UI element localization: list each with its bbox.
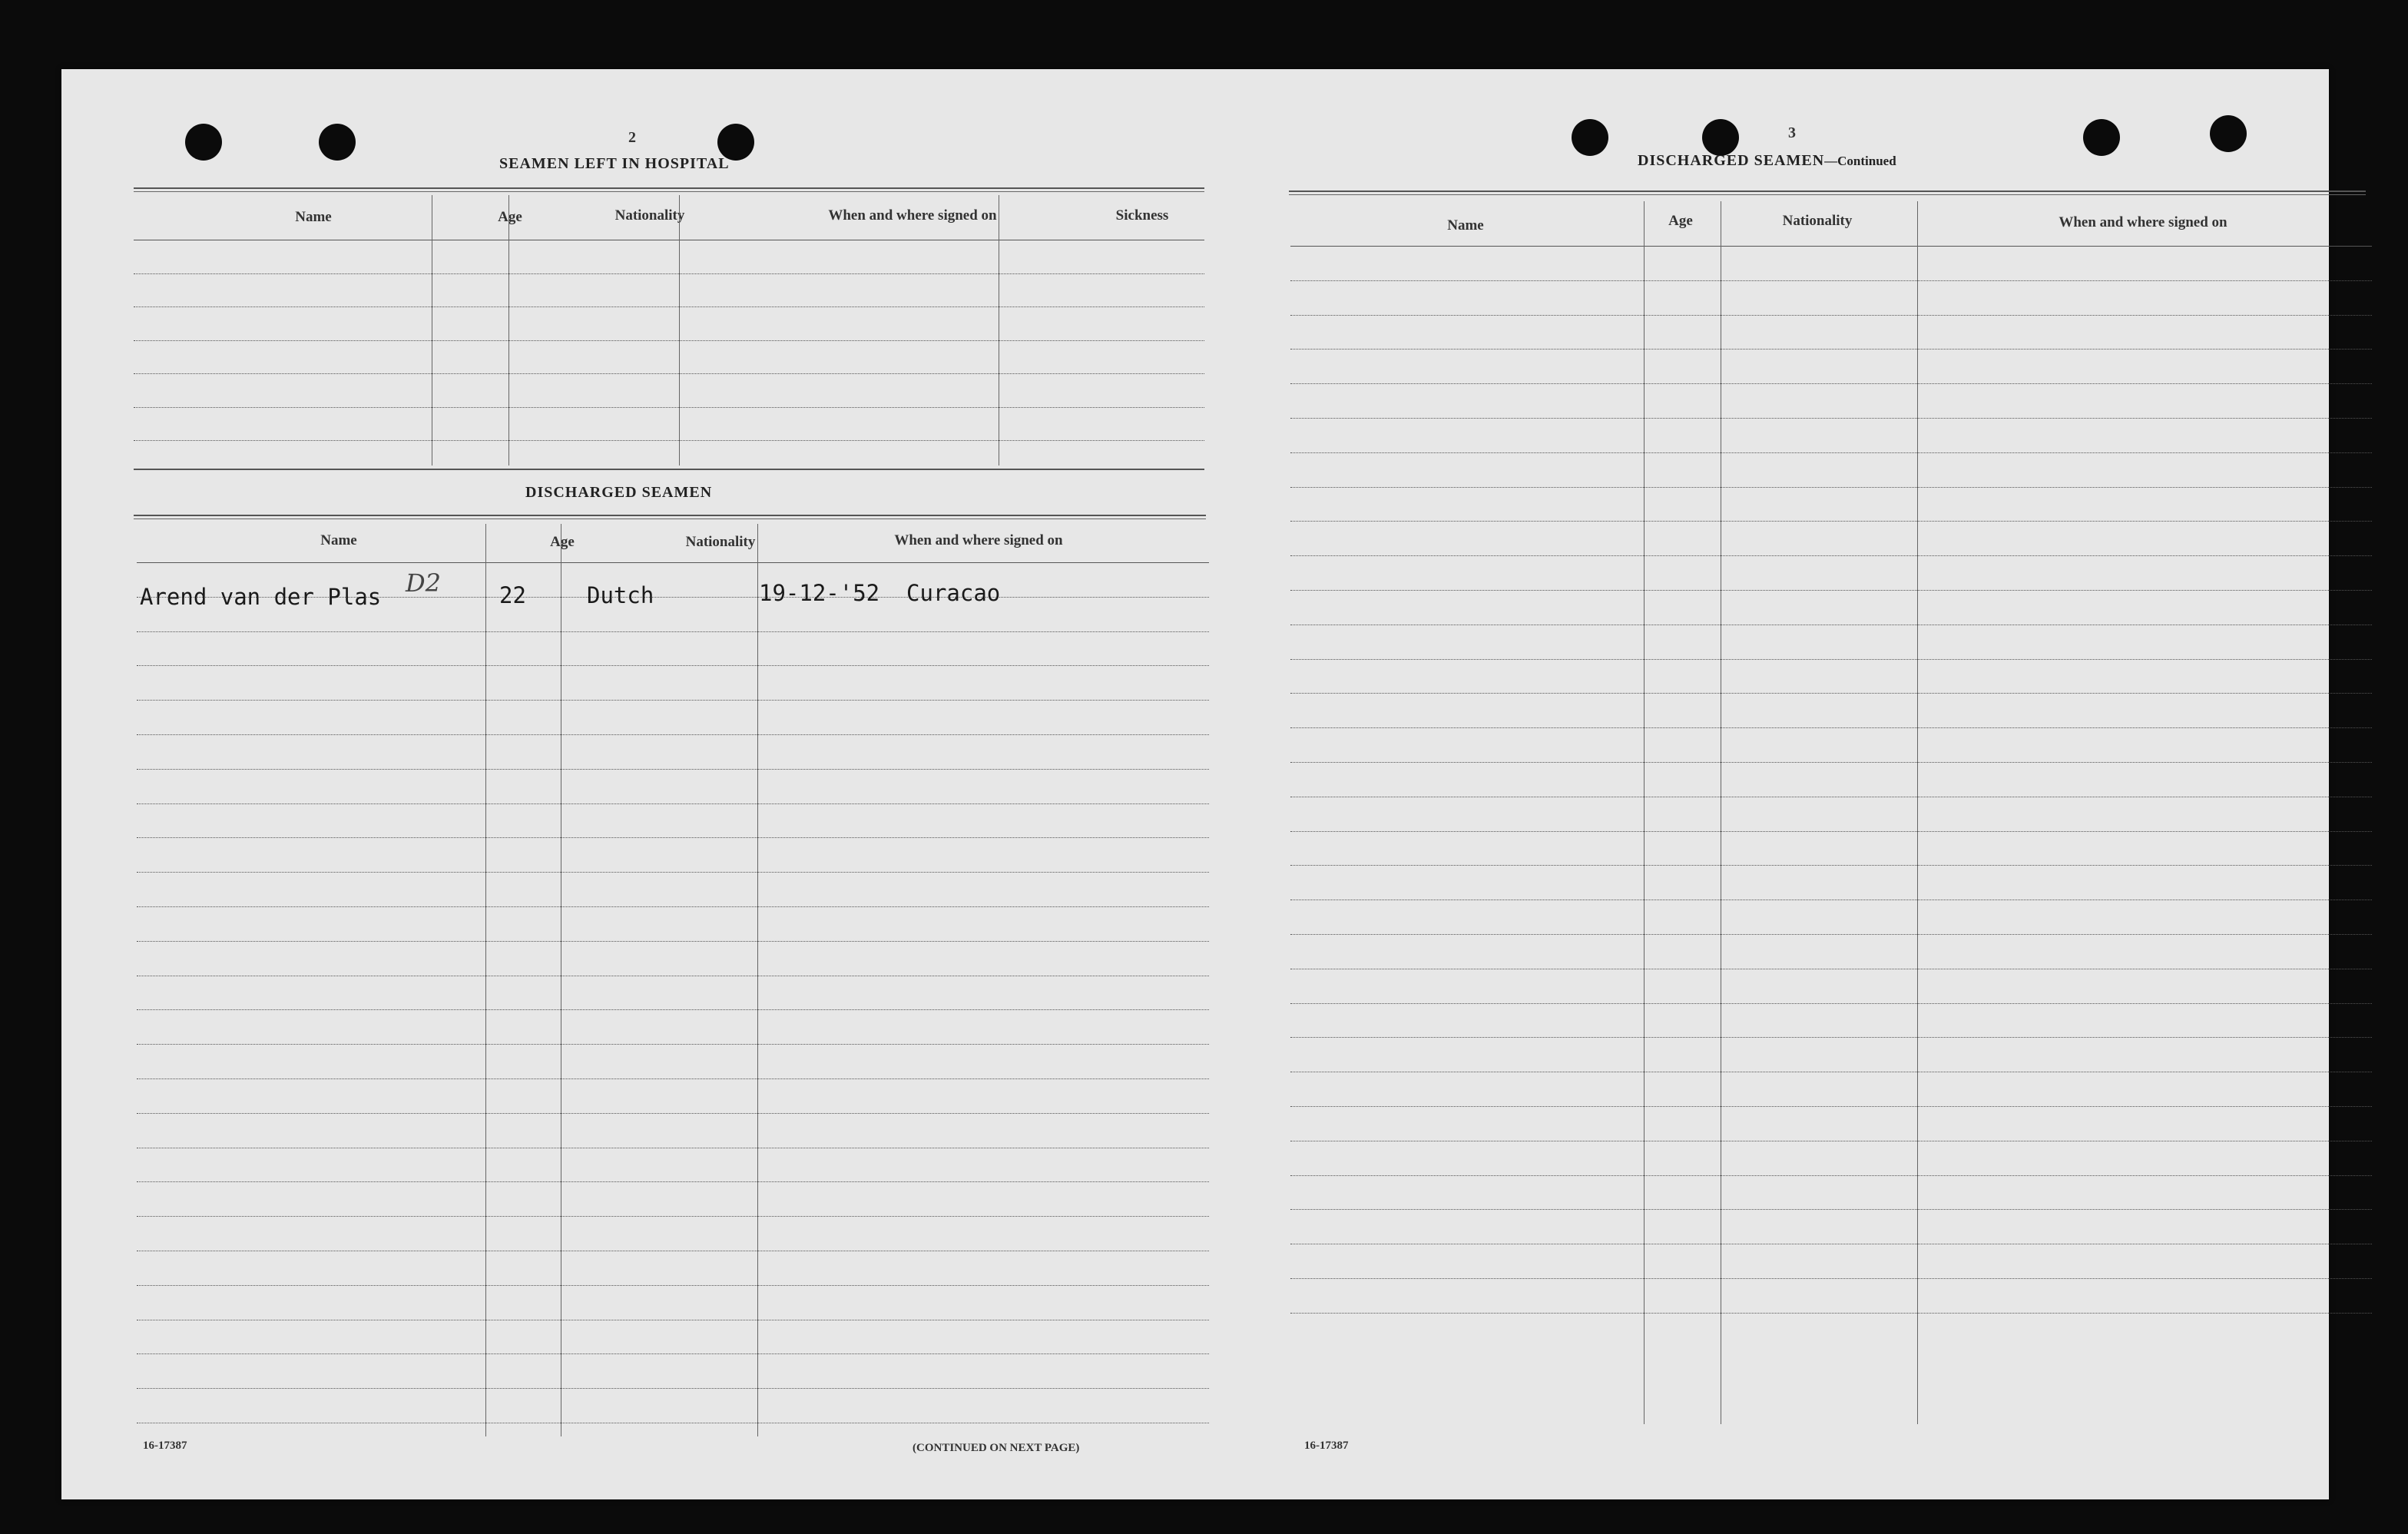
- hospital-col-nationality: Nationality: [614, 207, 685, 224]
- punch-hole: [185, 124, 222, 161]
- ruled-line: [1290, 280, 2372, 281]
- discharged-row-age: 22: [499, 582, 526, 608]
- discharged-row-initials: D2: [406, 568, 442, 598]
- discharged-col-nationality: Nationality: [685, 534, 756, 550]
- right-col-name: Name: [1447, 217, 1484, 234]
- discharged-table-top-rule: [134, 515, 1206, 519]
- ruled-line: [134, 340, 1204, 341]
- punch-hole: [1702, 119, 1739, 156]
- ruled-line: [134, 407, 1204, 408]
- discharged-row-nationality: Dutch: [587, 582, 654, 608]
- discharged-row-signed-on: 19-12-'52 Curacao: [759, 580, 1001, 606]
- ruled-line: [1290, 1003, 2372, 1004]
- ruled-line: [1290, 487, 2372, 488]
- column-divider: [679, 195, 680, 466]
- ruled-line: [1290, 383, 2372, 384]
- punch-hole: [1572, 119, 1608, 156]
- ruled-line: [1290, 555, 2372, 556]
- ruled-line: [134, 373, 1204, 374]
- hospital-col-name: Name: [295, 209, 332, 225]
- column-divider: [485, 524, 486, 1436]
- ruled-line: [137, 1113, 1209, 1114]
- column-divider: [508, 195, 509, 466]
- ruled-line: [1290, 831, 2372, 832]
- ruled-line: [137, 837, 1209, 838]
- ruled-line: [137, 631, 1209, 632]
- document-sheet: [61, 69, 2329, 1499]
- ruled-line: [137, 734, 1209, 735]
- ruled-line: [137, 1181, 1209, 1182]
- hospital-table-bottom-rule: [134, 469, 1204, 471]
- ruled-line: [137, 1353, 1209, 1354]
- ruled-line: [137, 1078, 1209, 1079]
- ruled-line: [1290, 349, 2372, 350]
- punch-hole: [319, 124, 356, 161]
- page-number-right: 3: [1788, 124, 1796, 141]
- ruled-line: [137, 562, 1209, 563]
- punch-hole: [2083, 119, 2120, 156]
- discharged-section-title: DISCHARGED SEAMEN: [525, 484, 713, 501]
- ruled-line: [1290, 521, 2372, 522]
- hospital-col-age: Age: [498, 209, 522, 225]
- ruled-line: [1290, 418, 2372, 419]
- ruled-line: [1290, 762, 2372, 763]
- ruled-line: [137, 1216, 1209, 1217]
- ruled-line: [134, 440, 1204, 441]
- ruled-line: [1290, 1175, 2372, 1176]
- page-number-left: 2: [628, 129, 636, 146]
- ruled-line: [137, 769, 1209, 770]
- ruled-line: [137, 1388, 1209, 1389]
- right-table-top-rule: [1289, 191, 2366, 195]
- right-section-title-suffix: —Continued: [1824, 154, 1896, 168]
- ruled-line: [1290, 452, 2372, 453]
- discharged-row-name: Arend van der Plas: [140, 584, 382, 610]
- hospital-table-top-rule: [134, 187, 1204, 192]
- ruled-line: [1290, 1106, 2372, 1107]
- ruled-line: [1290, 865, 2372, 866]
- ruled-line: [134, 306, 1204, 307]
- ruled-line: [1290, 1313, 2372, 1314]
- ruled-line: [1290, 693, 2372, 694]
- hospital-col-sickness: Sickness: [1115, 207, 1169, 224]
- hospital-col-signed-on: When and where signed on: [828, 207, 997, 224]
- ruled-line: [1290, 1278, 2372, 1279]
- ruled-line: [137, 941, 1209, 942]
- ruled-line: [137, 665, 1209, 666]
- right-col-nationality: Nationality: [1782, 213, 1853, 229]
- right-section-title: [1638, 152, 1896, 170]
- ruled-line: [1290, 934, 2372, 935]
- ruled-line: [137, 1285, 1209, 1286]
- ruled-line: [1290, 590, 2372, 591]
- ruled-line: [137, 700, 1209, 701]
- discharged-col-name: Name: [320, 532, 357, 548]
- column-divider: [1644, 201, 1645, 1424]
- ruled-line: [137, 1009, 1209, 1010]
- ruled-line: [1290, 315, 2372, 316]
- ruled-line: [137, 906, 1209, 907]
- ruled-line: [134, 273, 1204, 274]
- right-section-title-main: DISCHARGED SEAMEN: [1638, 152, 1825, 169]
- hospital-section-title: SEAMEN LEFT IN HOSPITAL: [499, 155, 730, 172]
- ruled-line: [1290, 246, 2372, 247]
- ruled-line: [1290, 1037, 2372, 1038]
- continued-note: (CONTINUED ON NEXT PAGE): [913, 1442, 1080, 1454]
- column-divider: [757, 524, 758, 1436]
- ruled-line: [137, 1044, 1209, 1045]
- right-col-age: Age: [1668, 213, 1693, 229]
- ruled-line: [1290, 727, 2372, 728]
- form-number-right: 16-17387: [1304, 1440, 1349, 1452]
- discharged-col-age: Age: [550, 534, 575, 550]
- punch-hole: [2210, 115, 2247, 152]
- form-number-left: 16-17387: [143, 1440, 187, 1452]
- ruled-line: [1290, 1209, 2372, 1210]
- discharged-col-signed-on: When and where signed on: [894, 532, 1063, 548]
- column-divider: [1917, 201, 1918, 1424]
- right-col-signed-on: When and where signed on: [2059, 214, 2227, 230]
- ruled-line: [137, 803, 1209, 804]
- ruled-line: [1290, 659, 2372, 660]
- ruled-line: [137, 872, 1209, 873]
